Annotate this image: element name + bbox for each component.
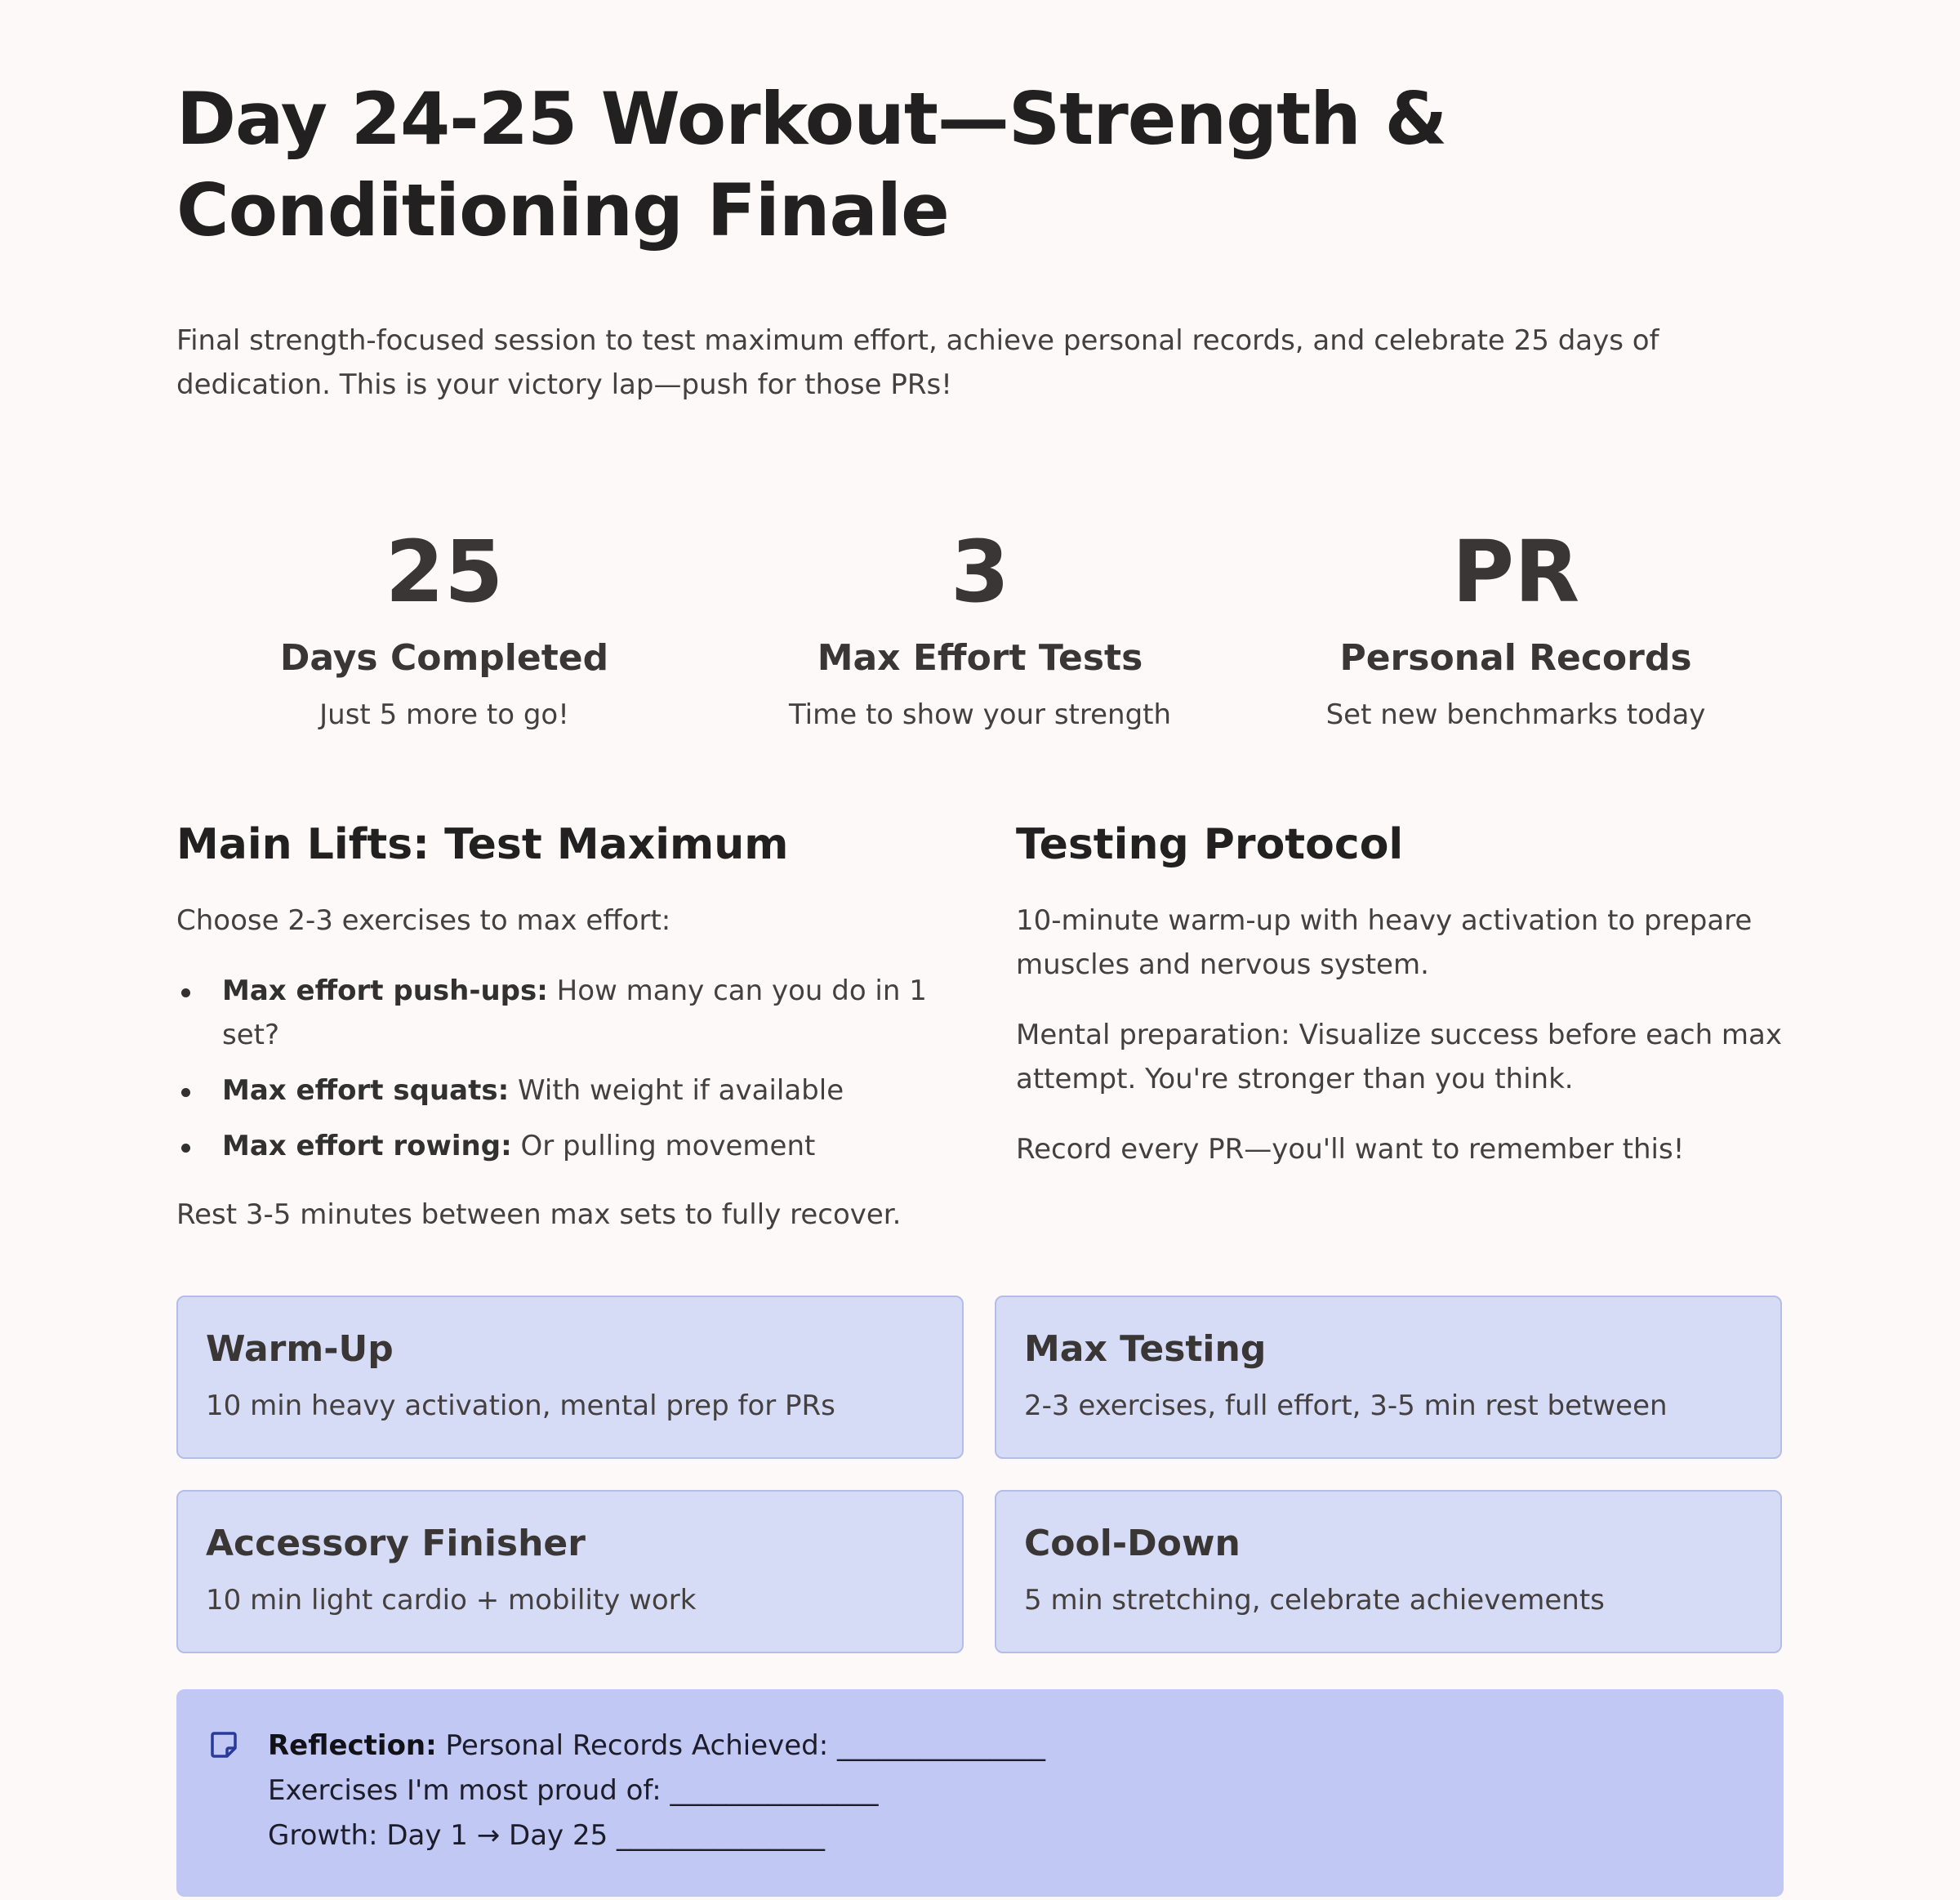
list-item xyxy=(176,969,944,1057)
card-title: Accessory Finisher xyxy=(206,1523,586,1564)
stat-label: Personal Records xyxy=(1339,637,1692,679)
page-title: Day 24-25 Workout—Strength & Conditioning Finale xyxy=(176,77,1447,252)
intro-text: Final strength-focused session to test maximum effort, achieve personal records, and celebrate 25 days of dedication. This is your victory lap—push for those PRs! xyxy=(176,324,1659,401)
main-lifts-title: Main Lifts: Test Maximum xyxy=(176,820,789,869)
bullet-icon xyxy=(181,1088,190,1097)
stat-value: 3 xyxy=(950,522,1010,622)
protocol-paragraph: Mental preparation: Visualize success before each max attempt. You're stronger than you think. xyxy=(1016,1019,1783,1095)
list-item xyxy=(176,1124,944,1168)
protocol-paragraph: Record every PR—you'll want to remember this! xyxy=(1016,1133,1685,1166)
stat-label: Days Completed xyxy=(279,637,609,679)
card-cool-down xyxy=(995,1490,1782,1653)
reflection-label: Reflection: xyxy=(268,1729,437,1762)
stat-subtext: Set new benchmarks today xyxy=(1325,698,1706,731)
stats-row xyxy=(176,515,1784,735)
card-title: Cool-Down xyxy=(1024,1523,1241,1564)
list-item-text: How many can you do in 1 set? xyxy=(222,975,927,1051)
main-lifts-list xyxy=(176,969,944,1168)
testing-protocol-section xyxy=(1016,815,1784,1171)
reflection-text: Personal Records Achieved: _______________ xyxy=(436,1729,1046,1762)
bullet-icon xyxy=(181,988,190,997)
main-lifts-section xyxy=(176,815,944,1237)
stat-value: PR xyxy=(1451,522,1580,622)
stat-subtext: Just 5 more to go! xyxy=(319,698,569,731)
main-lifts-intro: Choose 2-3 exercises to max effort: xyxy=(176,904,671,937)
stat-value: 25 xyxy=(385,522,504,622)
list-item-text: With weight if available xyxy=(509,1074,844,1107)
protocol-paragraph: 10-minute warm-up with heavy activation to prepare muscles and nervous system. xyxy=(1016,904,1753,981)
card-max-testing xyxy=(995,1296,1782,1459)
stat-label: Max Effort Tests xyxy=(817,637,1143,679)
page xyxy=(176,74,1784,1852)
stat-days-completed xyxy=(176,515,712,735)
reflection-line-growth: Growth: Day 1 → Day 25 _______________ xyxy=(268,1819,826,1852)
rest-note: Rest 3-5 minutes between max sets to fully recover. xyxy=(176,1198,902,1231)
note-icon xyxy=(209,1730,238,1760)
stat-subtext: Time to show your strength xyxy=(788,698,1172,731)
list-item-label: Max effort rowing: xyxy=(222,1130,512,1162)
list-item-text: Or pulling movement xyxy=(511,1130,816,1162)
card-description: 10 min heavy activation, mental prep for PRs xyxy=(206,1389,835,1422)
card-title: Warm-Up xyxy=(206,1328,394,1370)
list-item-label: Max effort squats: xyxy=(222,1074,510,1107)
list-item-label: Max effort push-ups: xyxy=(222,975,548,1007)
card-description: 5 min stretching, celebrate achievements xyxy=(1024,1584,1605,1617)
card-description: 2-3 exercises, full effort, 3-5 min rest between xyxy=(1024,1389,1668,1422)
card-title: Max Testing xyxy=(1024,1328,1267,1370)
list-item xyxy=(176,1068,944,1113)
card-warm-up xyxy=(176,1296,964,1459)
reflection-line-proud: Exercises I'm most proud of: _______________ xyxy=(268,1774,879,1807)
reflection-line-records xyxy=(268,1724,1751,1768)
stat-personal-records xyxy=(1248,515,1784,735)
reflection-box xyxy=(176,1689,1784,1897)
testing-protocol-title: Testing Protocol xyxy=(1016,820,1404,869)
card-accessory-finisher xyxy=(176,1490,964,1653)
card-description: 10 min light cardio + mobility work xyxy=(206,1584,697,1617)
stat-max-effort-tests xyxy=(712,515,1248,735)
bullet-icon xyxy=(181,1144,190,1153)
